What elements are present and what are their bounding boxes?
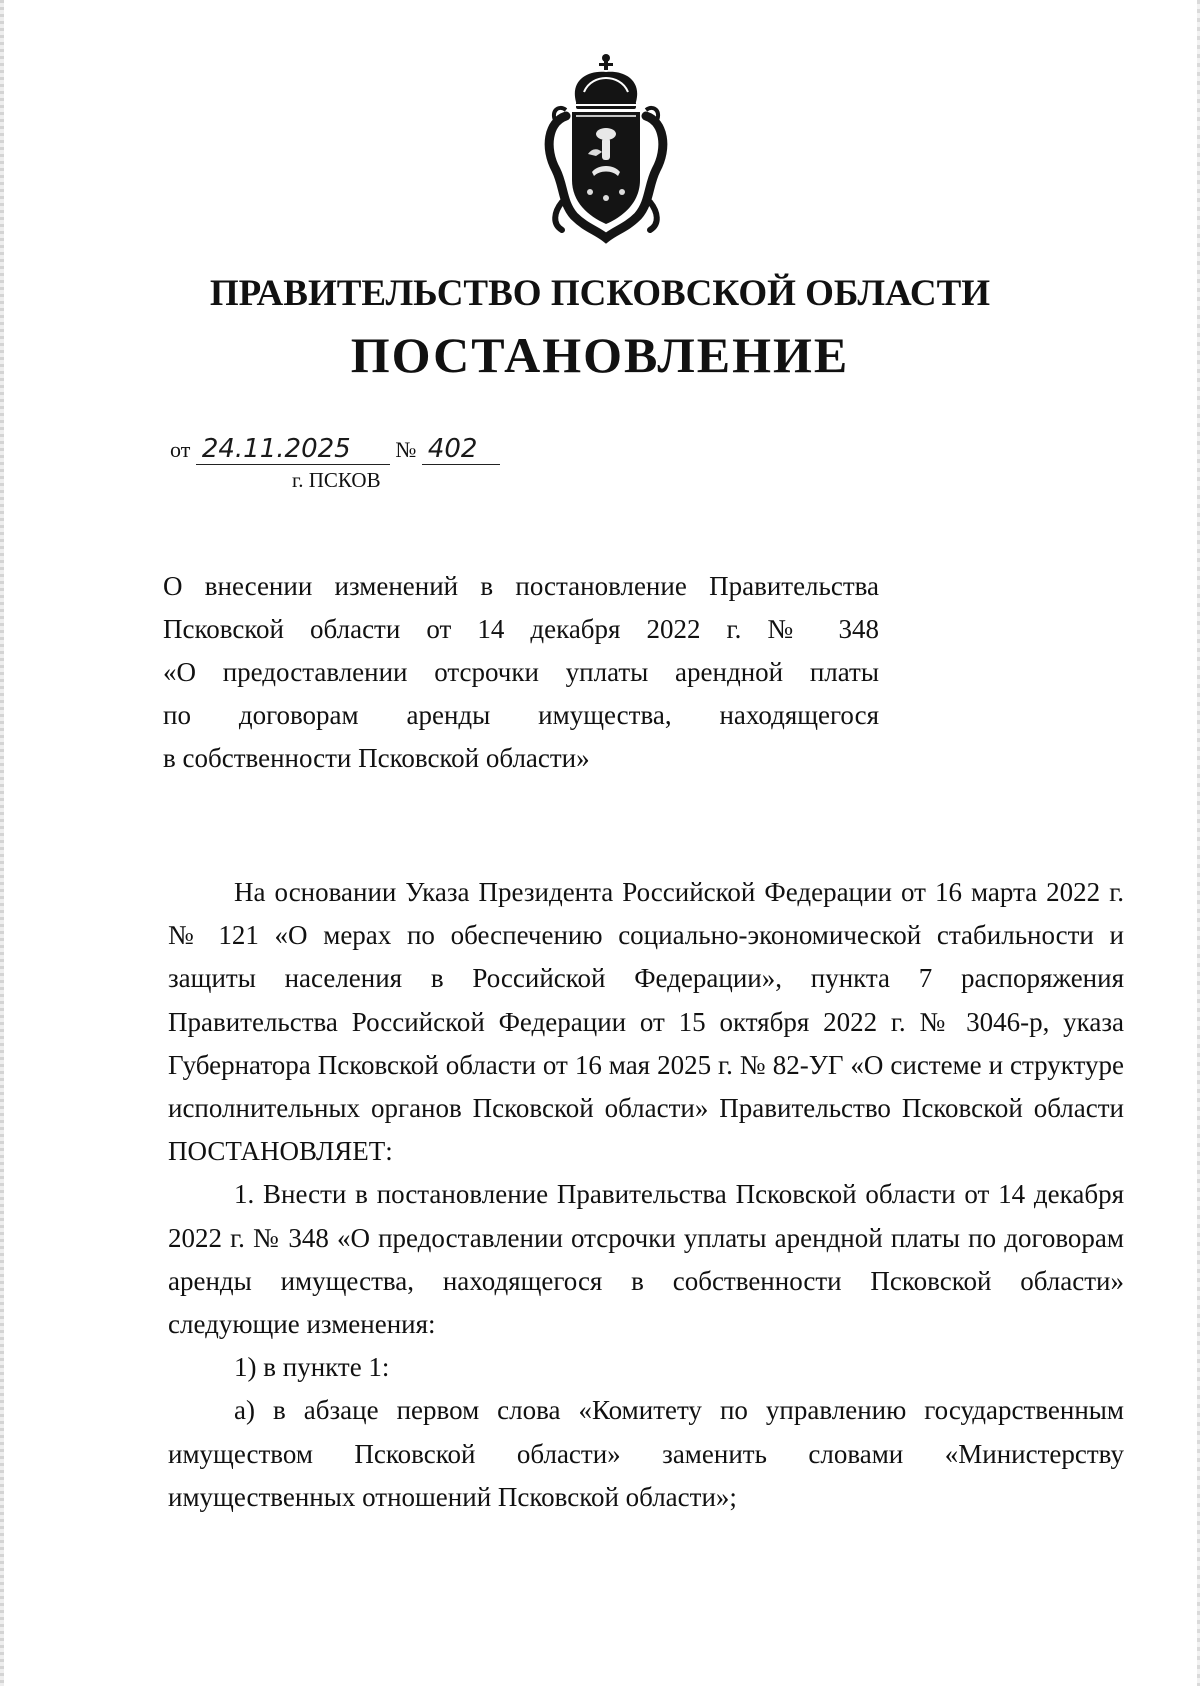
number-prefix: № <box>395 437 417 462</box>
body-paragraph: 1. Внести в постановление Правительства Псковской области от 14 декабря 2022 г. № 348 «О предоставлении отсрочки уплаты арендной платы по договорам аренды имущества, находящегося в собственности Псковской области» следующие изменения: <box>168 1179 1124 1340</box>
document-date: 24.11.2025 <box>196 436 390 465</box>
subject-line: О внесении изменений в постановление Правительства <box>163 571 879 601</box>
pskov-coat-of-arms-icon <box>532 52 680 244</box>
government-title: ПРАВИТЕЛЬСТВО ПСКОВСКОЙ ОБЛАСТИ <box>209 273 991 314</box>
subject-line: «О предоставлении отсрочки уплаты арендной платы <box>163 657 879 687</box>
document-number: 402 <box>422 436 500 465</box>
subject-line: Псковской области от 14 декабря 2022 г. № 348 <box>163 614 879 644</box>
body-paragraph: а) в абзаце первом слова «Комитету по управлению государственным имуществом Псковской области» заменить словами «Министерству имущественных отношений Псковской области»; <box>168 1395 1124 1512</box>
city: г. ПСКОВ <box>292 468 381 492</box>
subject-line: в собственности Псковской области» <box>163 743 590 773</box>
document-body <box>168 871 1124 1519</box>
date-prefix: от <box>170 437 191 462</box>
body-paragraph: На основании Указа Президента Российской Федерации от 16 марта 2022 г. № 121 «О мерах по обеспечению социально-экономической стабильности и защиты населения в Российской Федерации», пункта 7 распоряжения Правительства Российской Федерации от 15 октября 2022 г. № 3046-р, указа Губернатора Псковской области от 16 мая 2025 г. № 82-УГ «О системе и структуре исполнительных органов Псковской области» Правительство Псковской области ПОСТАНОВЛЯЕТ: <box>168 877 1124 1167</box>
subject-line: по договорам аренды имущества, находящегося <box>163 700 879 730</box>
document-subject <box>163 565 879 780</box>
scan-edge-left <box>0 0 4 1686</box>
document-requisites <box>170 436 500 465</box>
document-type: ПОСТАНОВЛЕНИЕ <box>350 327 850 383</box>
body-paragraph: 1) в пункте 1: <box>234 1352 390 1383</box>
